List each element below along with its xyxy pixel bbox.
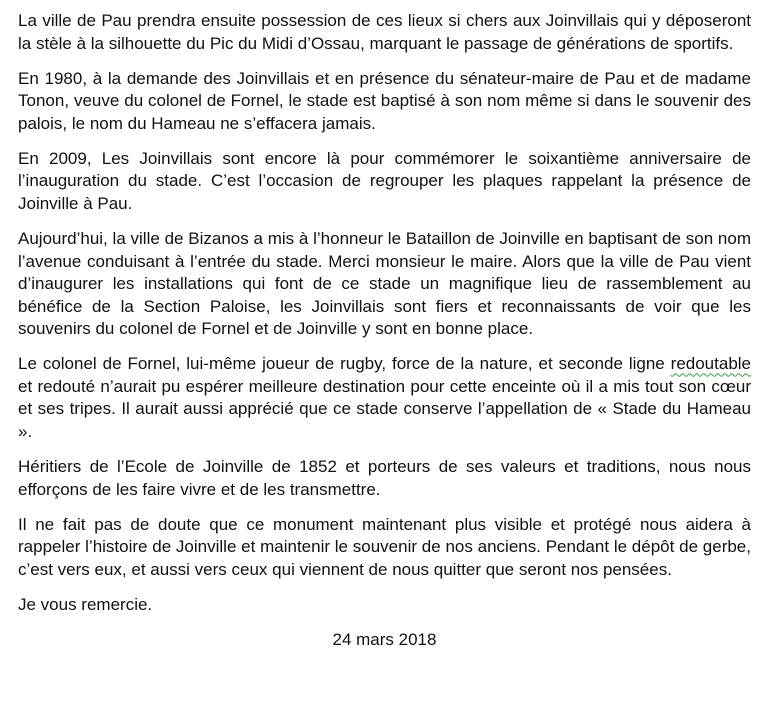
- paragraph-2009-anniversary: En 2009, Les Joinvillais sont encore là pour commémorer le soixantième anniversaire de l’inauguration du stade. C’est l’occasion de regrouper les plaques rappelant la présence de Joinville à Pau.: [18, 148, 751, 213]
- colonel-text-after: et redouté n’aurait pu espérer meilleure destination pour cette enceinte où il a mis tout son cœur et ses tripes. Il aurait aussi apprécié que ce stade conserve l’appellation de « Stade du Hameau ».: [18, 376, 751, 442]
- paragraph-colonel-fornel: [18, 353, 751, 443]
- document-date: 24 mars 2018: [332, 629, 437, 649]
- document-body: [18, 10, 751, 664]
- paragraph-pau-possession: La ville de Pau prendra ensuite possession de ces lieux si chers aux Joinvillais qui y déposeront la stèle à la silhouette du Pic du Midi d’Ossau, marquant le passage de générations de sportifs.: [18, 11, 751, 53]
- spellcheck-marked-word: redoutable: [670, 354, 751, 374]
- paragraph-bizanos-avenue: Aujourd’hui, la ville de Bizanos a mis à l’honneur le Bataillon de Joinville en baptisant de son nom l’avenue conduisant à l’entrée du stade. Merci monsieur le maire. Alors que la ville de Pau vient d’inaugurer les installations qui font de ce stade un magnifique lieu de rassemblement au bénéfice de la Section Paloise, les Joinvillais sont fiers et reconnaissants de voir que les souvenirs du colonel de Fornel et de Joinville y sont en bonne place.: [18, 228, 751, 339]
- paragraph-monument: Il ne fait pas de doute que ce monument maintenant plus visible et protégé nous aidera à rappeler l’histoire de Joinville et maintenir le souvenir de nos anciens. Pendant le dépôt de gerbe, c’est vers eux, et aussi vers ceux qui viennent de nous quitter que seront nos pensées.: [18, 514, 751, 579]
- paragraph-1980-baptism: En 1980, à la demande des Joinvillais et en présence du sénateur-maire de Pau et de madame Tonon, veuve du colonel de Fornel, le stade est baptisé à son nom même si dans le souvenir des palois, le nom du Hameau ne s’effacera jamais.: [18, 68, 751, 133]
- colonel-text-before: Le colonel de Fornel, lui-même joueur de rugby, force de la nature, et seconde ligne: [18, 354, 671, 374]
- paragraph-heritiers: Héritiers de l’Ecole de Joinville de 1852 et porteurs de ses valeurs et traditions, nous nous efforçons de les faire vivre et de les transmettre.: [18, 457, 751, 499]
- closing-thanks: Je vous remercie.: [18, 594, 153, 614]
